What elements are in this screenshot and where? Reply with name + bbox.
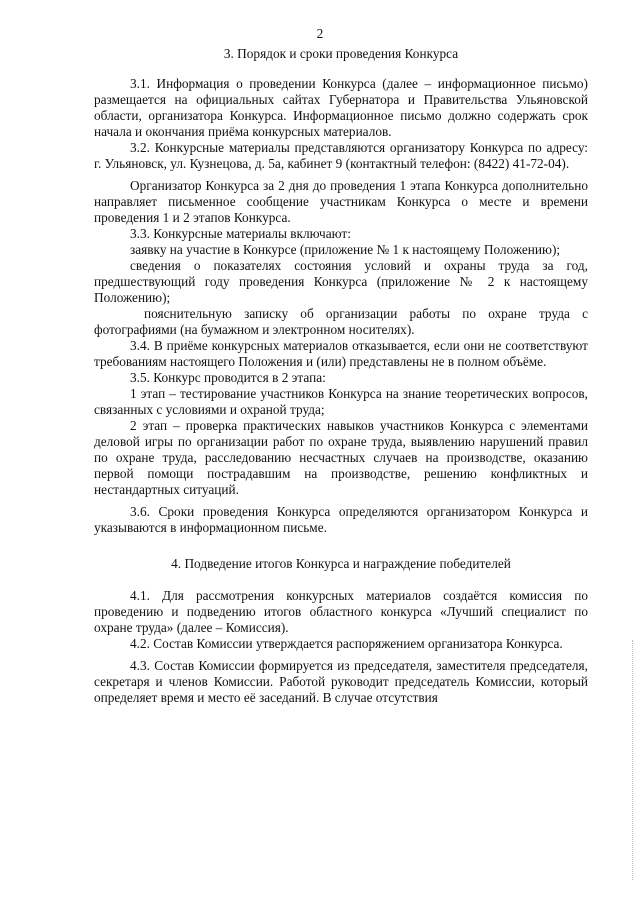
paragraph-3-4: 3.4. В приёме конкурсных материалов отказывается, если они не соответствуют требованиям настоящего Положения и (или) представлены не в полном объёме.	[94, 338, 588, 369]
document-body	[94, 44, 588, 706]
list-item-indicators: сведения о показателях состояния условий и охраны труда за год, предшествующий году проведения Конкурса (приложение № 2 к настоящему Положению);	[94, 258, 588, 305]
paragraph-3-5: 3.5. Конкурс проводится в 2 этапа:	[130, 370, 326, 385]
paragraph-organizer-notice: Организатор Конкурса за 2 дня до проведения 1 этапа Конкурса дополнительно направляет письменное сообщение участникам Конкурса о месте и времени проведения 1 и 2 этапов Конкурса.	[94, 178, 588, 225]
paragraph-3-2: 3.2. Конкурсные материалы представляются организатору Конкурса по адресу: г. Ульяновск, ул. Кузнецова, д. 5а, кабинет 9 (контактный телефон: (8422) 41-72-04).	[94, 140, 588, 171]
section-3-title: 3. Порядок и сроки проведения Конкурса	[223, 46, 459, 61]
scan-edge-dots	[632, 640, 634, 880]
list-item-stage-2: 2 этап – проверка практических навыков участников Конкурса с элементами деловой игры по организации работ по охране труда, выявлению нарушений правил по охране труда, расследованию несчастных случаев на производстве, оказанию первой помощи пострадавшим на производстве, решению конфликтных и нестандартных ситуаций.	[94, 418, 588, 497]
list-item-explanatory-note: пояснительную записку об организации работы по охране труда с фотографиями (на бумажном и электронном носителях).	[94, 306, 588, 337]
paragraph-3-6: 3.6. Сроки проведения Конкурса определяются организатором Конкурса и указываются в информационном письме.	[94, 504, 588, 535]
list-item-stage-1: 1 этап – тестирование участников Конкурса на знание теоретических вопросов, связанных с условиями и охраной труда;	[94, 386, 588, 417]
paragraph-4-1: 4.1. Для рассмотрения конкурсных материалов создаётся комиссия по проведению и подведению итогов областного конкурса «Лучший специалист по охране труда» (далее – Комиссия).	[94, 588, 588, 635]
paragraph-4-3: 4.3. Состав Комиссии формируется из председателя, заместителя председателя, секретаря и членов Комиссии. Работой руководит председатель Комиссии, который определяет время и место её заседаний. В случае отсутствия	[94, 658, 588, 705]
paragraph-3-3: 3.3. Конкурсные материалы включают:	[130, 226, 351, 241]
page-number: 2	[316, 26, 324, 41]
paragraph-3-1: 3.1. Информация о проведении Конкурса (далее – информационное письмо) размещается на официальных сайтах Губернатора и Правительства Ульяновской области, организатора Конкурса. Информационное письмо должно содержать срок начала и окончания приёма конкурсных материалов.	[94, 76, 588, 139]
section-4-title: 4. Подведение итогов Конкурса и награждение победителей	[171, 556, 511, 571]
list-item-application: заявку на участие в Конкурсе (приложение № 1 к настоящему Положению);	[130, 242, 561, 257]
paragraph-4-2: 4.2. Состав Комиссии утверждается распоряжением организатора Конкурса.	[130, 636, 563, 651]
